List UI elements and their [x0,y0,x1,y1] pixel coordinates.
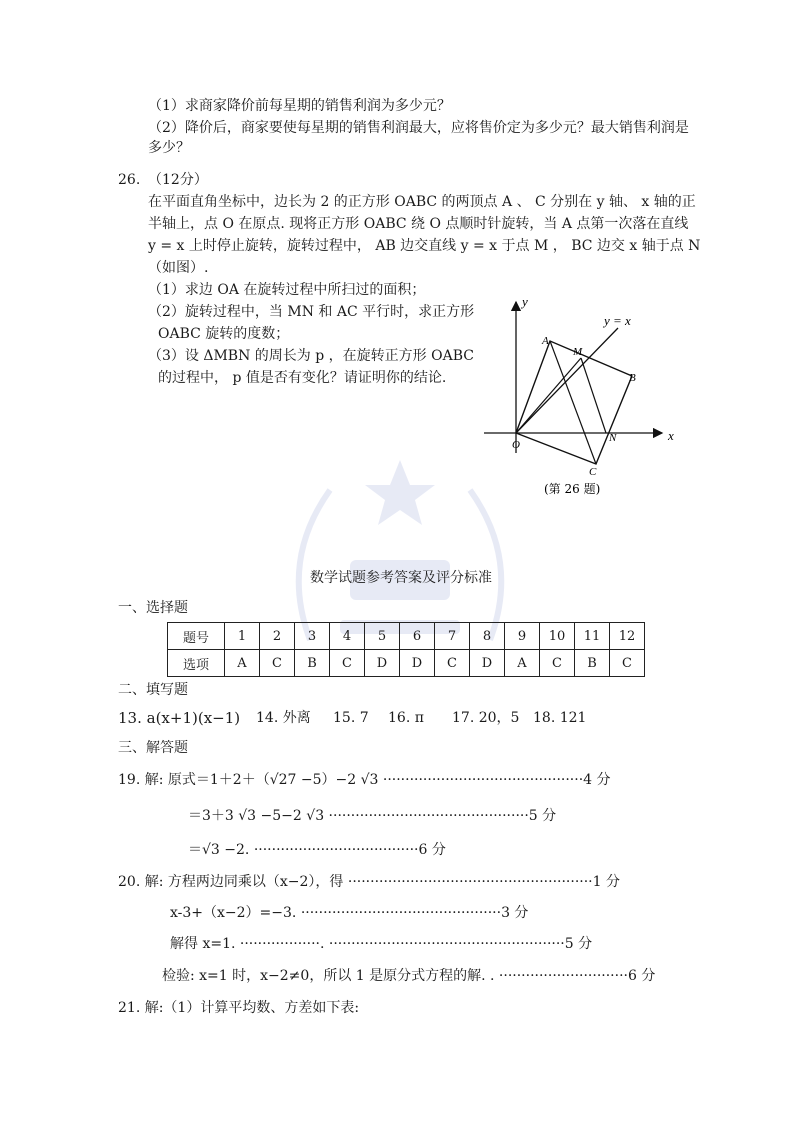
section1-heading: 一、选择题 [118,600,188,616]
q19-line3: ＝√3 −2. ·····································6 分 [188,842,446,858]
table-cell: 9 [505,623,540,650]
q26-stem-line2: 半轴上，点 O 在原点. 现将正方形 OABC 绕 O 点顺时针旋转，当 A 点第一次落在直线 [148,216,689,232]
q20-line3: 解得 x=1. ··················. ·····················································5 分 [170,936,593,952]
label-line: y = x [604,313,631,328]
table-cell: 10 [540,623,575,650]
table-cell: C [610,650,645,677]
fill-q17: 17. 20，5 [452,710,520,726]
fill-q18: 18. 121 [533,710,587,726]
square-oabc [516,341,632,464]
label-b: B [629,372,636,384]
choice-answer-table [167,622,645,677]
section2-heading: 二、填写题 [118,682,188,698]
figure-caption: (第 26 题) [544,482,601,496]
q20-line2: x-3+（x−2）=−3. ·············································3 分 [170,905,529,921]
table-cell: 1 [225,623,260,650]
label-y: y [522,294,528,309]
table-cell: A [225,650,260,677]
segment-ac [550,341,596,464]
table-cell: 12 [610,623,645,650]
q26-stem-line4: （如图）. [148,260,209,276]
label-a: A [542,335,549,347]
table-row [168,650,645,677]
q26-sub3-line1: （3）设 ΔMBN 的周长为 p ，在旋转正方形 OABC [148,348,474,364]
label-c: C [589,466,597,478]
label-o: O [512,439,520,451]
q26-number: 26. [118,172,141,188]
fill-q13: 13. a(x+1)(x−1) [118,709,241,727]
table-cell: C [435,650,470,677]
table-cell: 7 [435,623,470,650]
label-n: N [609,432,617,444]
segment-om [516,358,581,433]
fill-q14: 14. 外离 [256,710,311,726]
q26-sub1: （1）求边 OA 在旋转过程中所扫过的面积； [148,282,426,298]
table-cell: A [505,650,540,677]
q26-sub3-line2: 的过程中， p 值是否有变化？请证明你的结论. [158,370,447,386]
q19-line1: 19. 解: 原式＝1＋2＋（√27 −5）−2 √3 ·············································4 分 [118,772,611,788]
answers-title: 数学试题参考答案及评分标准 [310,570,492,586]
q19-line2: ＝3＋3 √3 −5−2 √3 ·············································5 分 [188,808,557,824]
q26-score: （12分） [148,172,208,188]
table-cell: 8 [470,623,505,650]
q20-line4: 检验: x=1 时，x−2≠0，所以 1 是原分式方程的解. . ·····························6 分 [162,968,656,984]
fill-q16: 16. π [388,710,424,726]
table-cell: D [400,650,435,677]
table-row-head: 题号 [168,623,225,650]
q26-sub2-line2: OABC 旋转的度数； [158,326,290,342]
q25-part2-line2: 多少？ [148,140,190,156]
table-cell: C [330,650,365,677]
table-cell: C [260,650,295,677]
q26-stem-line3: y = x 上时停止旋转，旋转过程中， AB 边交直线 y = x 于点 M ， BC 边交 x 轴于点 N [148,238,701,254]
q20-line1: 20. 解: 方程两边同乘以（x−2），得 ·······················································1 分 [118,874,620,890]
q25-part1: （1）求商家降价前每星期的销售利润为多少元？ [148,98,451,114]
table-cell: 6 [400,623,435,650]
table-row-head: 选项 [168,650,225,677]
section3-heading: 三、解答题 [118,740,188,756]
q26-figure [478,288,688,500]
table-cell: B [575,650,610,677]
table-cell: C [540,650,575,677]
table-cell: B [295,650,330,677]
label-m: M [573,346,583,358]
table-cell: 5 [365,623,400,650]
table-cell: 2 [260,623,295,650]
table-row [168,623,645,650]
segment-mn [581,358,606,433]
fill-q15: 15. 7 [333,710,369,726]
q25-part2-line1: （2）降价后，商家要使每星期的销售利润最大，应将售价定为多少元？最大销售利润是 [148,120,689,136]
table-cell: 4 [330,623,365,650]
table-cell: D [470,650,505,677]
q26-stem-line1: 在平面直角坐标中，边长为 2 的正方形 OABC 的两顶点 A 、 C 分别在 y 轴、 x 轴的正 [148,194,696,210]
q26-sub2-line1: （2）旋转过程中，当 MN 和 AC 平行时，求正方形 [148,304,475,320]
label-x: x [668,428,674,443]
table-cell: D [365,650,400,677]
table-cell: 3 [295,623,330,650]
q21-line1: 21. 解:（1）计算平均数、方差如下表: [118,1000,360,1016]
line-y-equals-x [516,328,618,433]
table-cell: 11 [575,623,610,650]
